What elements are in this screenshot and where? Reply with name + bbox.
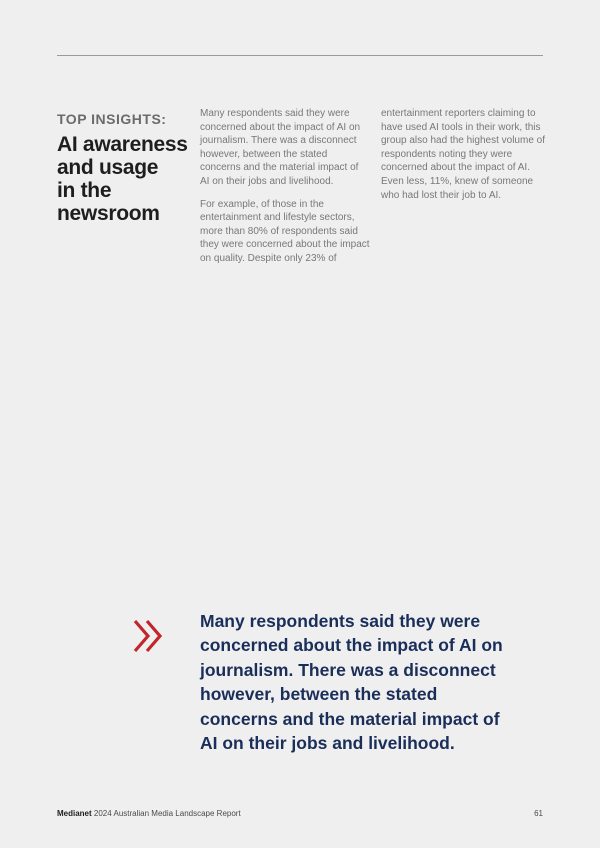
- paragraph: For example, of those in the entertainment and lifestyle sectors, more than 80% of respondents said they were concerned about the impact on quality. Despite only 23% of: [200, 198, 370, 264]
- body-column-1: [200, 107, 370, 275]
- page-number: 61: [534, 809, 543, 818]
- paragraph: Many respondents said they were concerned about the impact of AI on journalism. There was a disconnect however, between the stated concerns and the material impact of AI on their jobs and livelihood.: [200, 108, 361, 187]
- headline-line: AI awareness: [57, 133, 188, 156]
- top-divider: [57, 55, 543, 56]
- headline-line: newsroom: [57, 202, 160, 225]
- footer: [57, 809, 241, 818]
- footer-brand: Medianet: [57, 809, 92, 818]
- headline: [57, 133, 192, 225]
- section-heading: [57, 111, 192, 225]
- footer-title: 2024 Australian Media Landscape Report: [93, 809, 241, 818]
- pull-quote: [200, 609, 510, 755]
- pull-quote-line: however, between the stated: [200, 684, 438, 705]
- pull-quote-line: Many respondents said they were: [200, 611, 481, 631]
- body-column-2: [381, 107, 546, 211]
- kicker: TOP INSIGHTS:: [57, 111, 167, 127]
- pull-quote-line: AI on their jobs and livelihood.: [200, 733, 455, 754]
- paragraph: entertainment reporters claiming to have used AI tools in their work, this group also had the highest volume of respondents noting they were concerned about the impact of AI. Even less, 11%, knew of someone who had lost their job to AI.: [381, 108, 545, 201]
- pull-quote-line: concerned about the impact of AI on: [200, 635, 503, 656]
- pull-quote-line: concerns and the material impact of: [200, 708, 500, 729]
- headline-line: in the: [57, 179, 112, 202]
- headline-line: and usage: [57, 156, 159, 179]
- pull-quote-line: journalism. There was a disconnect: [200, 659, 496, 680]
- double-chevron-right-icon: [131, 618, 167, 654]
